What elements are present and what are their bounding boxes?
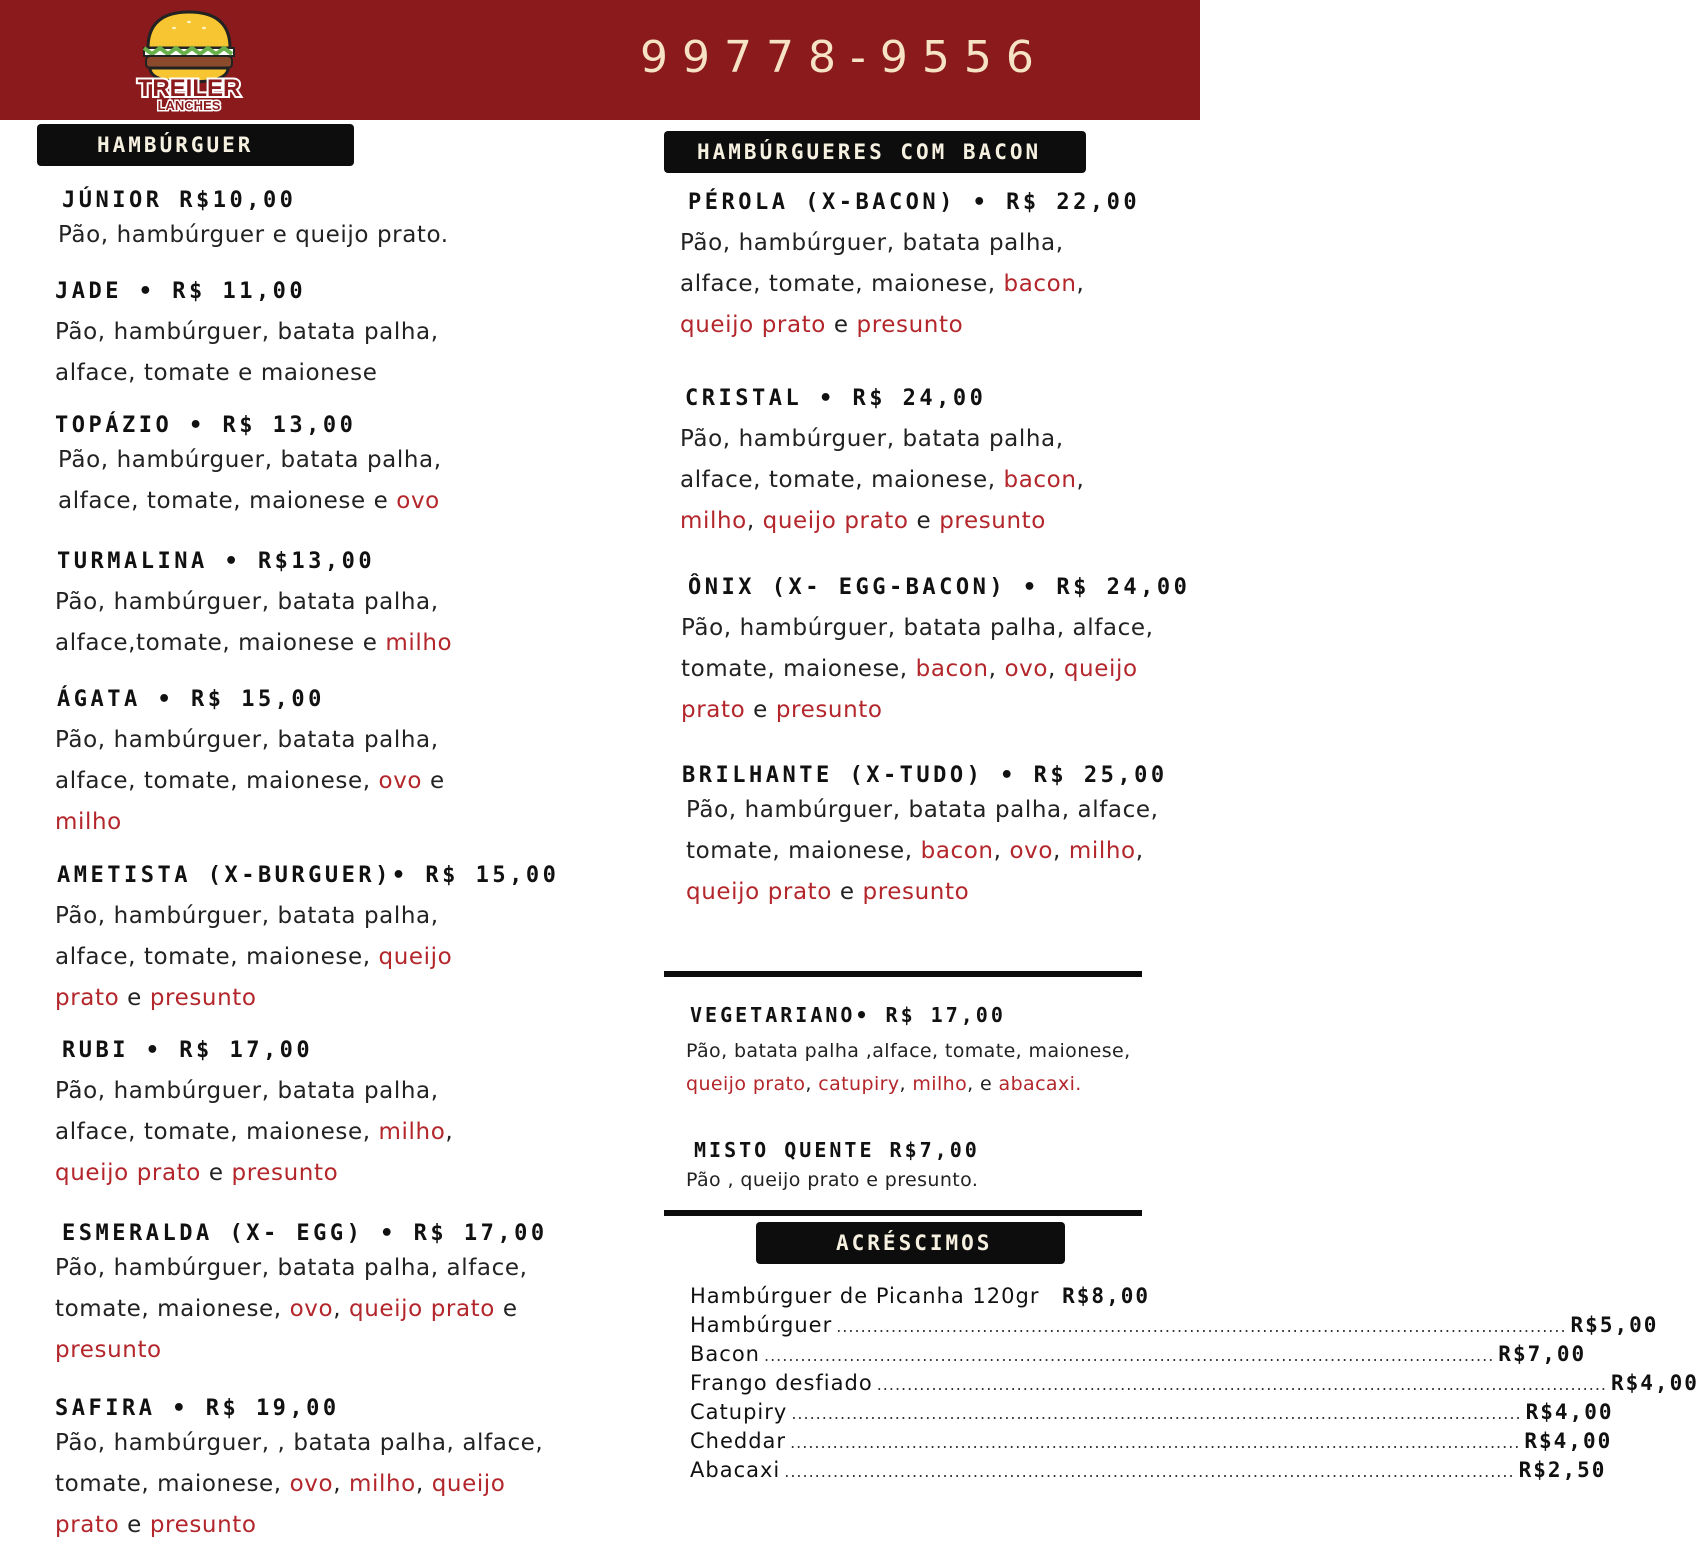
ingredient-highlight: presunto (775, 697, 883, 723)
description-text: Pão, hambúrguer, batata palha, alface, tomate, maionese, (681, 615, 1154, 682)
description-text: , (805, 1073, 819, 1095)
divider-line (664, 1210, 1142, 1216)
ingredient-highlight: queijo prato (55, 944, 453, 1011)
extra-name: Bacon (690, 1342, 760, 1366)
ingredient-highlight: queijo prato (686, 879, 832, 905)
extra-name: Abacaxi (690, 1458, 781, 1482)
ingredient-highlight: milho (912, 1073, 968, 1095)
section-acrescimos-label: ACRÉSCIMOS (836, 1231, 993, 1255)
leader-dots: ........................................................................................................................ (763, 1346, 1495, 1365)
item-title: ESMERALDA (X- EGG) • R$ 17,00 (62, 1221, 548, 1246)
description-text: , (445, 1119, 454, 1145)
description-text: Pão, hambúrguer, , batata palha, alface, tomate, maionese, (55, 1430, 544, 1497)
item-title: ÁGATA • R$ 15,00 (57, 687, 325, 712)
ingredient-highlight: ovo (289, 1471, 334, 1497)
item-title: PÉROLA (X-BACON) • R$ 22,00 (688, 190, 1141, 215)
description-text: , (1053, 838, 1069, 864)
ingredient-highlight: bacon (915, 656, 989, 682)
ingredient-highlight: bacon (1003, 271, 1077, 297)
ingredient-highlight: queijo prato (762, 508, 909, 534)
ingredient-highlight: queijo prato (55, 1471, 506, 1538)
menu-item-perola (680, 190, 1168, 346)
item-title: BRILHANTE (X-TUDO) • R$ 25,00 (682, 763, 1168, 788)
extra-price: R$7,00 (1498, 1342, 1587, 1366)
section-bacon (664, 131, 1086, 173)
ingredient-highlight: milho (55, 809, 122, 835)
ingredient-highlight: bacon (1003, 467, 1077, 493)
extra-name: Hambúrguer (690, 1313, 833, 1337)
description-text: Pão, hambúrguer, batata palha, alface, tomate, maionese, (55, 727, 439, 794)
menu-item-agata (57, 687, 487, 843)
extra-name: Catupiry (690, 1400, 788, 1424)
item-description (55, 582, 497, 664)
extra-price: R$4,00 (1611, 1371, 1699, 1395)
leader-dots: ........................................................................................................................ (784, 1462, 1515, 1481)
item-title: SAFIRA • R$ 19,00 (55, 1396, 340, 1421)
ingredient-highlight: milho (385, 630, 453, 656)
extra-row (690, 1284, 1150, 1313)
item-title: JÚNIOR R$10,00 (62, 188, 297, 213)
extra-price: R$4,00 (1525, 1400, 1614, 1424)
ingredient-highlight: queijo prato (349, 1296, 495, 1322)
ingredient-highlight: presunto (149, 1512, 257, 1538)
extra-price: R$8,00 (1062, 1284, 1150, 1308)
menu-item-cristal (680, 386, 1165, 542)
description-text: e (119, 985, 150, 1011)
leader-dots: ........................................................................................................................ (876, 1375, 1607, 1394)
item-description (55, 1071, 502, 1194)
ingredient-highlight: milho (680, 508, 747, 534)
extra-row (690, 1429, 1613, 1458)
item-description (55, 1423, 545, 1546)
description-text: e (831, 879, 863, 905)
menu-item-vegetariano (686, 1003, 1190, 1101)
ingredient-highlight: ovo (396, 488, 440, 514)
item-description (58, 215, 622, 256)
menu-item-rubi (55, 1038, 502, 1194)
ingredient-highlight: presunto (862, 879, 970, 905)
item-title: ÔNIX (X- EGG-BACON) • R$ 24,00 (688, 575, 1191, 600)
extra-row (690, 1458, 1607, 1487)
extra-row (690, 1371, 1699, 1400)
description-text: , (899, 1073, 913, 1095)
logo-text-treiler: TREILER (137, 75, 241, 102)
description-text: , (1135, 838, 1144, 864)
menu-item-turmalina (57, 549, 497, 664)
ingredient-highlight: milho (1068, 838, 1136, 864)
ingredient-highlight: catupiry (818, 1073, 900, 1095)
ingredient-highlight: presunto (939, 508, 1046, 534)
ingredient-highlight: presunto (55, 1337, 162, 1363)
item-title: AMETISTA (X-BURGUER)• R$ 15,00 (57, 863, 560, 888)
item-title: RUBI • R$ 17,00 (62, 1038, 314, 1063)
menu-item-misto-quente (686, 1138, 1174, 1197)
ingredient-highlight: presunto (856, 312, 964, 338)
ingredient-highlight: bacon (920, 838, 994, 864)
ingredient-highlight: ovo (1009, 838, 1054, 864)
description-text: e (825, 312, 857, 338)
description-text: , (1048, 656, 1064, 682)
description-text: e (200, 1160, 232, 1186)
leader-dots: ........................................................................................................................ (790, 1433, 1521, 1452)
menu-item-jade (55, 279, 475, 394)
menu-item-esmeralda (55, 1221, 562, 1371)
item-title: TURMALINA • R$13,00 (57, 549, 376, 574)
divider-line (664, 971, 1142, 977)
description-text: Pão, hambúrguer, batata palha, alface, tomate, maionese e (58, 447, 442, 514)
ingredient-highlight: ovo (378, 768, 423, 794)
item-description (55, 720, 487, 843)
item-title: MISTO QUENTE R$7,00 (694, 1138, 980, 1162)
extras-list (690, 1284, 1699, 1487)
burger-logo-icon (134, 4, 244, 114)
description-text: Pão, hambúrguer, batata palha, alface, tomate e maionese (55, 319, 439, 386)
ingredient-highlight: ovo (289, 1296, 334, 1322)
item-title: TOPÁZIO • R$ 13,00 (55, 413, 357, 438)
menu-item-onix (681, 575, 1191, 731)
extra-row (690, 1400, 1614, 1429)
menu-item-safira (55, 1396, 555, 1546)
section-acrescimos (756, 1222, 1065, 1264)
ingredient-highlight: presunto (149, 985, 257, 1011)
description-text: Pão, batata palha ,alface, tomate, maionese, (686, 1040, 1131, 1062)
description-text: , e (967, 1073, 999, 1095)
description-text: , (415, 1471, 432, 1497)
extra-name: Frango desfiado (690, 1371, 873, 1395)
item-description (55, 896, 495, 1019)
extra-row (690, 1313, 1659, 1342)
menu-item-topazio (55, 413, 485, 522)
description-text: Pão , queijo prato e presunto. (686, 1169, 979, 1191)
extra-row (690, 1342, 1587, 1371)
description-text: , (988, 656, 1005, 682)
ingredient-highlight: presunto (231, 1160, 339, 1186)
ingredient-highlight: queijo prato (680, 312, 826, 338)
menu-item-junior (58, 188, 622, 256)
phone-number: 99778-9556 (640, 32, 1048, 83)
description-text: Pão, hambúrguer, batata palha, alface, tomate, maionese, (680, 426, 1064, 493)
description-text: , (333, 1296, 350, 1322)
description-text: , (746, 508, 763, 534)
item-title: CRISTAL • R$ 24,00 (685, 386, 987, 411)
description-text: Pão, hambúrguer, batata palha, alface, tomate, maionese, (55, 1078, 439, 1145)
section-hamburguer-label: HAMBÚRGUER (97, 133, 254, 157)
item-description (55, 312, 475, 394)
description-text: , (1076, 467, 1085, 493)
ingredient-highlight: queijo prato (681, 656, 1138, 723)
description-text: Pão, hambúrguer, batata palha, alface, tomate, maionese, (55, 903, 439, 970)
item-description (681, 608, 1171, 731)
menu-item-brilhante (682, 763, 1182, 913)
item-description (680, 223, 1120, 346)
item-description (686, 1035, 1176, 1101)
description-text: Pão, hambúrguer, batata palha, alface, tomate, maionese, (680, 230, 1064, 297)
description-text: Pão, hambúrguer, batata palha, alface,tomate, maionese e (55, 589, 439, 656)
item-description (686, 1164, 1174, 1197)
section-bacon-label: HAMBÚRGUERES COM BACON (697, 140, 1042, 164)
description-text: e (745, 697, 776, 723)
description-text: Pão, hambúrguer, batata palha, alface, tomate, maionese, (686, 797, 1159, 864)
item-description (680, 419, 1120, 542)
item-description (58, 440, 485, 522)
item-description (55, 1248, 545, 1371)
menu-item-ametista (55, 863, 560, 1019)
logo-text-lanches: LANCHES (157, 98, 221, 113)
ingredient-highlight: ovo (1004, 656, 1049, 682)
extra-price: R$4,00 (1524, 1429, 1613, 1453)
ingredient-highlight: abacaxi. (998, 1073, 1082, 1095)
description-text: e (422, 768, 445, 794)
section-hamburguer (37, 124, 354, 166)
leader-dots: ........................................................................................................................ (791, 1404, 1522, 1423)
extra-name: Hambúrguer de Picanha 120gr (690, 1284, 1040, 1308)
item-description (686, 790, 1176, 913)
ingredient-highlight: milho (349, 1471, 416, 1497)
description-text: e (119, 1512, 150, 1538)
extra-price: R$5,00 (1570, 1313, 1659, 1337)
extra-name: Cheddar (690, 1429, 787, 1453)
description-text: e (494, 1296, 518, 1322)
description-text: , (333, 1471, 350, 1497)
ingredient-highlight: queijo prato (55, 1160, 201, 1186)
extra-price: R$2,50 (1518, 1458, 1607, 1482)
description-text: e (908, 508, 940, 534)
item-title: VEGETARIANO• R$ 17,00 (690, 1003, 1006, 1027)
leader-dots: ........................................................................................................................ (836, 1317, 1567, 1336)
description-text: Pão, hambúrguer e queijo prato. (58, 222, 449, 248)
ingredient-highlight: queijo prato (686, 1073, 806, 1095)
item-title: JADE • R$ 11,00 (55, 279, 307, 304)
description-text: Pão, hambúrguer, batata palha, alface, tomate, maionese, (55, 1255, 528, 1322)
description-text: , (993, 838, 1010, 864)
ingredient-highlight: milho (378, 1119, 446, 1145)
description-text: , (1076, 271, 1085, 297)
